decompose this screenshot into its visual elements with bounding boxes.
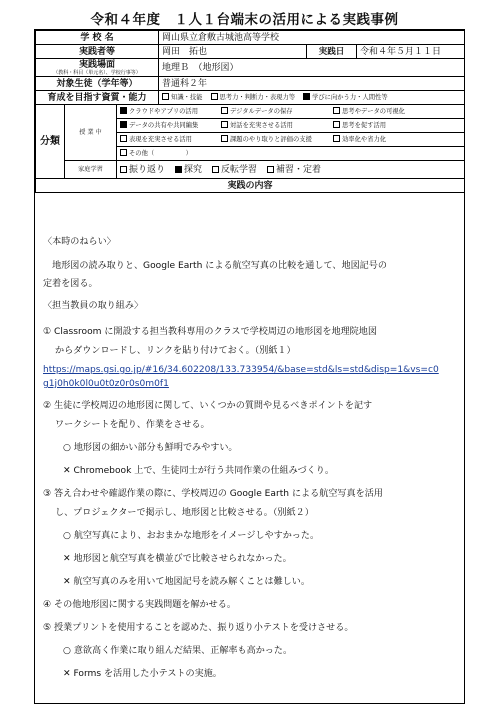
item-3-bad: ✕ 地形図と航空写真を横並びで比較させられなかった。 xyxy=(63,554,292,564)
checkbox-icon xyxy=(221,121,228,128)
ability-label: 育成を目指す資質・能力 xyxy=(36,91,159,105)
katei-option[interactable]: 振り返り xyxy=(120,164,165,176)
ability-options xyxy=(159,91,465,105)
ability-option[interactable]: 知識・技能 xyxy=(162,92,202,104)
scene-label: 実践場面 xyxy=(79,59,116,70)
aim-heading: 〈本時のねらい〉 xyxy=(43,237,116,247)
item-5-bad: ✕ Forms を活用した小テストの実施。 xyxy=(63,669,222,679)
jugyo-option[interactable]: 効率化や省力化 xyxy=(333,134,386,146)
school-value: 岡山県立倉敷古城池高等学校 xyxy=(159,31,465,45)
item-2-text: ② 生徒に学校周辺の地形図に関して、いくつかの質問や見るべきポイントを記す xyxy=(43,401,373,411)
checkbox-icon xyxy=(221,135,228,142)
page-title: 令和４年度 １人１台端末の活用による実践事例 xyxy=(90,12,399,28)
checkbox-icon xyxy=(267,166,274,173)
checkbox-icon xyxy=(211,93,218,100)
checkbox-icon xyxy=(333,121,340,128)
checkbox-icon xyxy=(333,135,340,142)
checkbox-checked-icon xyxy=(120,121,127,128)
checkbox-icon xyxy=(333,107,340,114)
jugyo-option[interactable]: 対話を充実させる活用 xyxy=(221,120,325,132)
katei-option[interactable]: 補習・定着 xyxy=(267,164,321,176)
ability-option[interactable]: 思考力・判断力・表現力等 xyxy=(211,92,296,104)
aim-text: 定着を図る。 xyxy=(43,279,98,289)
aim-text: 地形図の読み取りと、Google Earth による航空写真の比較を通して、地図記号の xyxy=(43,261,387,271)
katei-options xyxy=(117,161,465,179)
item-5-good: ○ 意欲高く作業に取り組んだ結果、正解率も高かった。 xyxy=(63,646,293,656)
map-link[interactable]: https://maps.gsi.go.jp/#16/34.602208/133.733954/&base=std&ls=std&disp=1&vs=c0 xyxy=(43,365,439,375)
target-value: 普通科２年 xyxy=(159,77,465,91)
item-3-good: ○ 航空写真により、おおまかな地形をイメージしやすかった。 xyxy=(63,531,320,541)
map-link[interactable]: g1j0h0k0l0u0t0z0r0s0m0f1 xyxy=(43,379,169,389)
jugyo-option[interactable]: 思考を促す活用 xyxy=(333,120,386,132)
checkbox-icon xyxy=(212,166,219,173)
teacher-value: 岡田 拓也 xyxy=(159,45,307,59)
header-table xyxy=(35,30,465,193)
item-1-text: ① Classroom に開設する担当教科専用のクラスで学校周辺の地形図を地理院地図 xyxy=(43,327,377,337)
checkbox-icon xyxy=(221,107,228,114)
checkbox-icon xyxy=(120,135,127,142)
item-3-text: ③ 答え合わせや確認作業の際に、学校周辺の Google Earth による航空写真を活用 xyxy=(43,489,383,499)
teacher-label: 実践者等 xyxy=(36,45,159,59)
jugyo-option[interactable]: データの共有や共同編集 xyxy=(120,120,213,132)
checkbox-checked-icon xyxy=(120,107,127,114)
ability-option[interactable]: 学びに向かう力・人間性等 xyxy=(303,92,388,104)
item-5-text: ⑤ 授業プリントを使用することを認めた、振り返り小テストを受けさせる。 xyxy=(43,623,354,633)
jugyo-option-other[interactable]: その他（ ） xyxy=(120,148,192,160)
jugyo-option[interactable]: 課題のやり取りと評価の支援 xyxy=(221,134,325,146)
checkbox-icon xyxy=(162,93,169,100)
scene-sublabel: （教科・科目（単元名）、学校行事等） xyxy=(53,69,141,76)
checkbox-icon xyxy=(120,149,127,156)
item-3-text: し、プロジェクターで掲示し、地形図と比較させる。（別紙２） xyxy=(43,508,314,518)
date-value: 令和４年５月１１日 xyxy=(357,45,465,59)
scene-value: 地理Ｂ （地形図） xyxy=(159,59,465,77)
item-2-text: ワークシートを配り、作業をさせる。 xyxy=(43,420,210,430)
jugyo-option[interactable]: 思考やデータの可視化 xyxy=(333,106,405,118)
katei-label: 家庭学習 xyxy=(65,161,117,179)
jugyo-row-2 xyxy=(117,119,465,133)
item-2-good: ○ 地形図の細かい部分も鮮明でみやすい。 xyxy=(63,443,238,453)
item-1-text: からダウンロードし、リンクを貼り付けておく。（別紙１） xyxy=(43,346,296,356)
jugyo-option[interactable]: 表現を充実させる活用 xyxy=(120,134,213,146)
content-heading: 実践の内容 xyxy=(36,179,465,193)
item-4-text: ④ その他地形図に関する実践問題を解かせる。 xyxy=(43,600,236,610)
jugyo-option[interactable]: クラウドやアプリの活用 xyxy=(120,106,213,118)
checkbox-icon xyxy=(120,166,127,173)
effort-heading: 〈担当教員の取り組み〉 xyxy=(43,301,144,311)
checkbox-checked-icon xyxy=(175,166,182,173)
date-label: 実践日 xyxy=(307,45,357,59)
item-2-bad: ✕ Chromebook 上で、生徒同士が行う共同作業の仕組みづくり。 xyxy=(63,466,334,476)
jugyo-label: 授 業 中 xyxy=(65,105,117,161)
checkbox-checked-icon xyxy=(303,93,310,100)
jugyo-row-4 xyxy=(117,147,465,161)
jugyo-option[interactable]: デジタルデータの保存 xyxy=(221,106,325,118)
scene-label-cell xyxy=(36,59,159,77)
bunrui-label: 分類 xyxy=(36,105,65,179)
jugyo-row-1 xyxy=(117,105,465,119)
report-sheet xyxy=(34,29,465,704)
katei-option[interactable]: 探究 xyxy=(175,164,202,176)
school-label: 学 校 名 xyxy=(36,31,159,45)
item-3-bad: ✕ 航空写真のみを用いて地図記号を読み解くことは難しい。 xyxy=(63,577,310,587)
jugyo-row-3 xyxy=(117,133,465,147)
target-label: 対象生徒（学年等） xyxy=(36,77,159,91)
katei-option[interactable]: 反転学習 xyxy=(212,164,257,176)
